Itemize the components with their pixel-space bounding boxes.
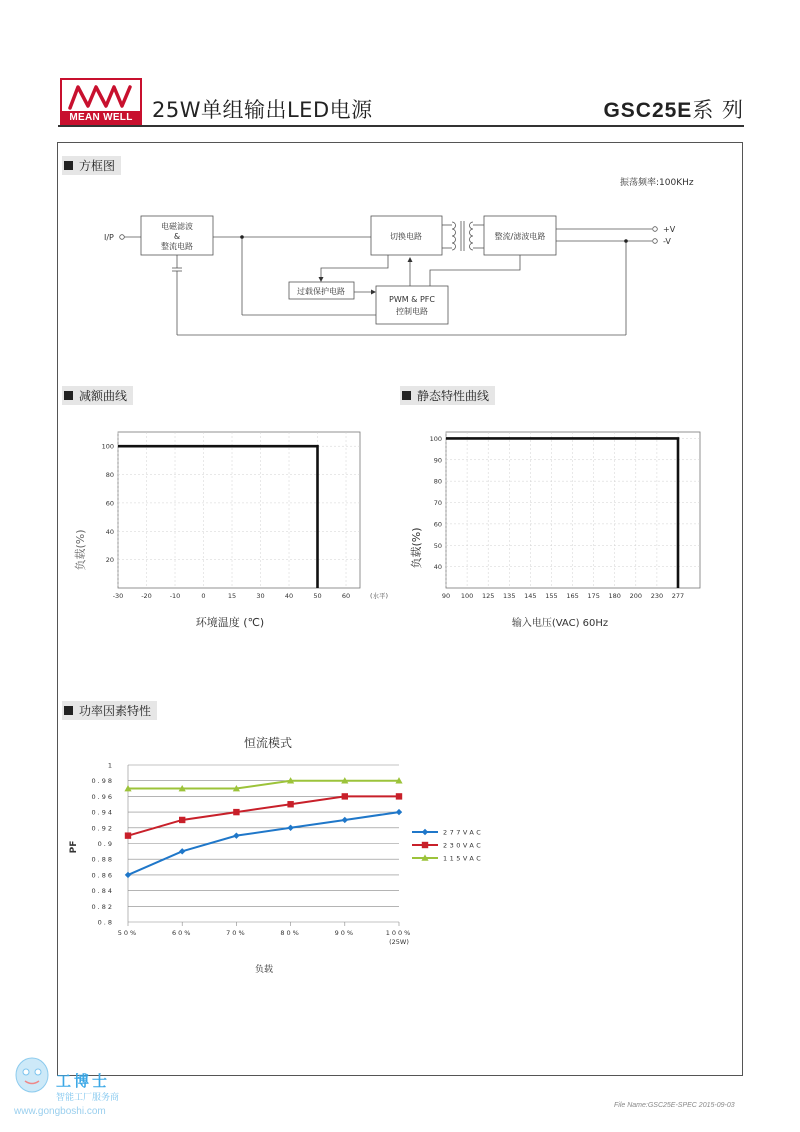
legend-label: 115VAC bbox=[443, 854, 484, 863]
y-tick-label: 0.86 bbox=[91, 871, 114, 880]
x-tick-label: 60 bbox=[341, 592, 351, 600]
y-tick-label: 40 bbox=[433, 563, 442, 572]
y-tick-label: 100 bbox=[429, 434, 442, 443]
data-point bbox=[396, 793, 402, 799]
y-tick-label: 0.8 bbox=[97, 918, 114, 927]
plot-frame bbox=[118, 432, 360, 588]
x-tick-label: 125 bbox=[481, 592, 495, 600]
section-derating bbox=[62, 386, 133, 405]
y-tick-label: 70 bbox=[433, 499, 442, 508]
input-label: I/P bbox=[104, 233, 114, 242]
y-tick-label: 0.84 bbox=[91, 887, 114, 896]
chart-title: 恒流模式 bbox=[243, 736, 293, 750]
emi-label-1: 电磁滤波 bbox=[161, 222, 193, 231]
square-bullet-icon bbox=[64, 391, 73, 400]
x-tick-label: 15 bbox=[227, 592, 237, 600]
x-tick-label: 30 bbox=[256, 592, 265, 600]
page-title: 25W单组输出LED电源 bbox=[152, 98, 373, 122]
y-tick-label: 0.9 bbox=[97, 840, 114, 848]
section-static bbox=[400, 386, 495, 405]
x-tick-label: 80% bbox=[280, 929, 301, 937]
legend-label: 277VAC bbox=[443, 828, 484, 837]
emi-label-3: 整流电路 bbox=[161, 242, 193, 251]
emi-label-2: & bbox=[173, 232, 181, 241]
mascot-icon bbox=[12, 1050, 54, 1100]
x-tick-label: 200 bbox=[629, 592, 643, 600]
pf-chart bbox=[60, 730, 530, 980]
y-tick-label: 0.98 bbox=[91, 777, 114, 786]
x-tick-label: 165 bbox=[566, 592, 579, 600]
data-point bbox=[179, 817, 185, 823]
y-tick-label: 0.94 bbox=[91, 808, 114, 817]
y-axis-label: 负载(%) bbox=[74, 529, 87, 571]
x-tick-label: 277 bbox=[671, 592, 685, 600]
x-axis-label: 环境温度 (℃) bbox=[195, 616, 265, 629]
y-tick-label: 80 bbox=[433, 477, 442, 486]
data-point bbox=[287, 801, 293, 807]
square-bullet-icon bbox=[64, 706, 73, 715]
data-point bbox=[396, 809, 402, 815]
square-bullet-icon bbox=[402, 391, 411, 400]
y-tick-label: 0.92 bbox=[91, 824, 114, 833]
x-tick-label: -20 bbox=[141, 592, 152, 600]
section-title: 功率因素特性 bbox=[79, 704, 152, 718]
series-model: GSC25E bbox=[603, 99, 693, 122]
series-115VAC bbox=[124, 777, 483, 862]
data-point bbox=[422, 829, 428, 835]
x-tick-label: 60% bbox=[171, 929, 193, 937]
plot-frame bbox=[446, 432, 700, 588]
y-tick-label: 1 bbox=[107, 761, 114, 770]
x-tick-label: 50% bbox=[117, 929, 139, 937]
y-tick-label: 60 bbox=[105, 499, 114, 508]
x-tick-label: 180 bbox=[608, 592, 621, 600]
data-point bbox=[422, 842, 428, 848]
x-extra-label: (25W) bbox=[389, 938, 409, 946]
x-tick-label: -30 bbox=[112, 592, 124, 600]
x-tick-label: 50 bbox=[313, 592, 322, 600]
data-point bbox=[125, 872, 131, 878]
x-tick-label: 90% bbox=[334, 929, 356, 937]
watermark-brand: 工博士 bbox=[56, 1072, 111, 1090]
data-point bbox=[287, 825, 293, 831]
footer-filename: File Name:GSC25E-SPEC 2015-09-03 bbox=[614, 1102, 735, 1109]
output-negative: -V bbox=[663, 237, 671, 246]
x-tick-label: 100% bbox=[385, 929, 413, 937]
section-title: 静态特性曲线 bbox=[417, 389, 490, 403]
x-tick-label: 0 bbox=[201, 592, 206, 600]
data-point bbox=[342, 817, 348, 823]
x-tick-label: 70% bbox=[226, 929, 247, 937]
switch-label: 切换电路 bbox=[390, 232, 422, 241]
x-tick-label: 40 bbox=[284, 592, 294, 600]
y-tick-label: 0.96 bbox=[91, 792, 114, 801]
section-title: 方框图 bbox=[79, 159, 116, 173]
pwm-box bbox=[376, 286, 448, 324]
data-point bbox=[233, 832, 239, 838]
y-tick-label: 0.88 bbox=[91, 855, 114, 864]
x-tick-label: 145 bbox=[524, 592, 537, 600]
y-tick-label: 0.82 bbox=[91, 902, 114, 911]
x-axis-label: 负载 bbox=[254, 965, 274, 975]
rectifier-label: 整流/滤波电路 bbox=[494, 232, 546, 241]
x-tick-label: 100 bbox=[460, 592, 474, 600]
x-tick-label: 230 bbox=[650, 592, 664, 600]
frequency-note: 振荡频率:100KHz bbox=[620, 178, 694, 188]
derating-curve bbox=[118, 446, 318, 588]
y-tick-label: 90 bbox=[433, 456, 442, 465]
series-line bbox=[128, 796, 399, 835]
watermark-tagline: 智能工厂服务商 bbox=[56, 1093, 120, 1103]
x-tick-label: -10 bbox=[169, 592, 181, 600]
series-suffix: 系 列 bbox=[692, 98, 744, 122]
x-tick-label: 90 bbox=[441, 592, 451, 600]
y-tick-label: 100 bbox=[101, 442, 114, 451]
y-axis-label: 负载(%) bbox=[410, 527, 423, 569]
y-tick-label: 80 bbox=[105, 471, 114, 480]
x-unit-label: (水平) bbox=[370, 592, 389, 600]
y-tick-label: 20 bbox=[105, 556, 114, 565]
series-230VAC bbox=[125, 793, 484, 849]
pwm-label-2: 控制电路 bbox=[396, 307, 428, 316]
pwm-label-1: PWM & PFC bbox=[389, 295, 435, 304]
static-curve bbox=[446, 438, 678, 588]
x-tick-label: 155 bbox=[545, 592, 558, 600]
section-pf bbox=[62, 701, 157, 720]
output-positive: +V bbox=[663, 225, 676, 234]
section-title: 减额曲线 bbox=[79, 389, 128, 403]
series-line bbox=[128, 781, 399, 789]
data-point bbox=[179, 848, 185, 854]
x-tick-label: 175 bbox=[587, 592, 600, 600]
ovp-label: 过载保护电路 bbox=[297, 287, 345, 296]
y-tick-label: 40 bbox=[105, 527, 114, 536]
watermark-url: www.gongboshi.com bbox=[14, 1106, 106, 1117]
x-tick-label: 135 bbox=[503, 592, 516, 600]
x-axis-label: 输入电压(VAC) 60Hz bbox=[511, 618, 609, 629]
y-tick-label: 50 bbox=[433, 541, 442, 550]
y-axis-label: PF bbox=[69, 840, 79, 854]
legend-label: 230VAC bbox=[443, 841, 484, 850]
data-point bbox=[342, 793, 348, 799]
logo-text: MEAN WELL bbox=[62, 111, 140, 124]
data-point bbox=[125, 832, 131, 838]
y-tick-label: 60 bbox=[433, 520, 442, 529]
data-point bbox=[233, 809, 239, 815]
derating-chart bbox=[60, 420, 390, 640]
static-chart bbox=[400, 420, 720, 640]
